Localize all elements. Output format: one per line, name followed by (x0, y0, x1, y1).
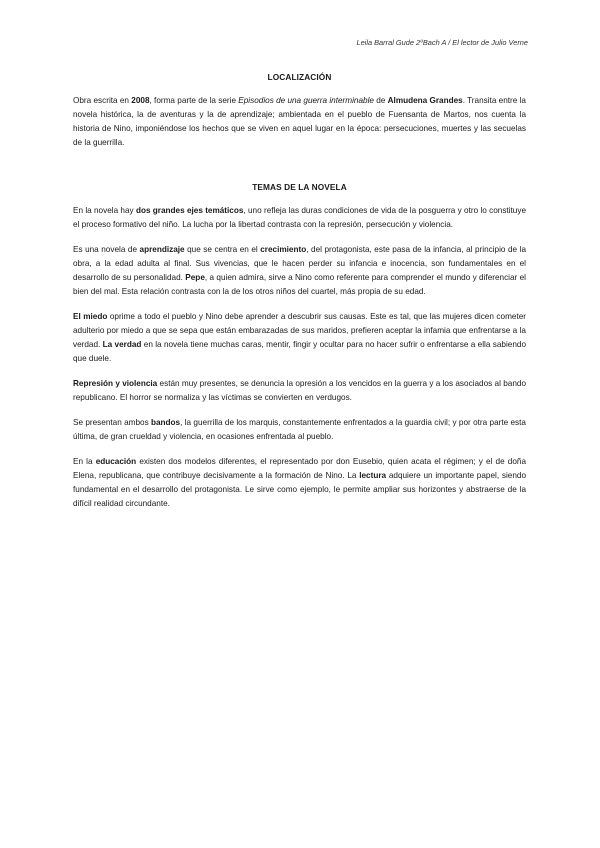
text-run: En la (73, 457, 96, 466)
bold-run: lectura (359, 471, 387, 480)
bold-run: El miedo (73, 312, 108, 321)
bold-run: dos grandes ejes temáticos (135, 206, 244, 215)
text-run: , uno refleja las duras condiciones de vida de la posguerra y otro lo constituye el proceso formativo del niño. La lucha por la libertad contrasta con la represión, persecución y violencia. (73, 206, 526, 229)
bold-run: Represión y violencia (73, 379, 158, 388)
document-body (73, 72, 526, 522)
text-run: que se centra en el (184, 245, 261, 254)
paragraph-bandos (73, 416, 526, 444)
text-run: , forma parte de la serie (149, 96, 239, 105)
italic-run: Episodios de una guerra interminable (238, 96, 374, 105)
paragraph-ejes (73, 204, 526, 232)
text-run: existen dos modelos diferentes, el representado por don Eusebio, quien acata el régimen; y el de doña Elena, republicana, que contribuye decisivamente a la formación de Nino. La (73, 457, 527, 480)
section-title-localizacion: LOCALIZACIÓN (267, 72, 332, 82)
text-run: , a quien admira, sirve a Nino como referente para comprender el mundo y diferenciar el bien del mal. Esta relación contrasta con la de los otros niños del cuartel, más propia de su edad. (73, 273, 526, 296)
bold-run: bandos (151, 418, 181, 427)
paragraph-miedo (73, 310, 526, 366)
text-run: de (373, 96, 388, 105)
section-temas (73, 182, 526, 511)
text-run: están muy presentes, se denuncia la opresión a los vencidos en la guerra y a los asociados al bando republicano. El horror se normaliza y las víctimas se convierten en verdugos. (73, 379, 526, 402)
paragraph-represion (73, 377, 526, 405)
text-run: oprime a todo el pueblo y Nino debe aprender a descubrir sus causas. Este es tal, que las mujeres dicen cometer adulterio por miedo a que se sepa que están embarazadas de sus maridos, prefieren aceptar la infamia que enfrentarse a la verdad. (73, 312, 526, 349)
paragraph-aprendizaje (73, 243, 526, 299)
bold-run: Pepe (185, 273, 205, 282)
text-run: . Transita entre la novela histórica, la de aventuras y la de aprendizaje; ambientada en el pueblo de Fuensanta de Martos, nos cuenta la historia de Nino, imponiéndose los hechos que se viven en aquel lugar en la época: persecuciones, muertes y las secuelas de la guerrilla. (73, 96, 526, 147)
text-run: en la novela tiene muchas caras, mentir, fingir y ocultar para no hacer sufrir o enfrentarse a ella sabiendo que duele. (73, 340, 526, 363)
text-run: Se presentan ambos (73, 418, 151, 427)
section-title-temas: TEMAS DE LA NOVELA (252, 182, 347, 192)
bold-run: aprendizaje (139, 245, 185, 254)
bold-run: crecimiento (260, 245, 307, 254)
page-header: Leila Barral Gude 2ºBach A / El lector de Julio Verne (356, 38, 528, 47)
text-run: adquiere un importante papel, siendo fundamental en el desarrollo del protagonista. Le sirve como ejemplo, le permite ampliar sus horizontes y abstraerse de la difícil realidad circundante. (73, 471, 526, 508)
bold-run: 2008 (131, 96, 150, 105)
text-run: , del protagonista, este pasa de la infancia, al principio de la obra, a la edad adulta al final. Sus vivencias, que le hacen perder su infancia e inocencia, son fundamentales en el desarrollo de su personalidad. (73, 245, 526, 282)
text-run: Obra escrita en (73, 96, 132, 105)
bold-run: La verdad (102, 340, 142, 349)
text-run: En la novela hay (73, 206, 136, 215)
paragraph-educacion (73, 455, 526, 511)
bold-run: Almudena Grandes (387, 96, 463, 105)
paragraph-localizacion (73, 94, 526, 150)
text-run: Es una novela de (73, 245, 140, 254)
text-run: , la guerrilla de los marquis, constantemente enfrentados a la guardia civil; y por otra parte esta última, de gran crueldad y violencia, en ocasiones enfrentada al pueblo. (73, 418, 526, 441)
bold-run: educación (95, 457, 137, 466)
